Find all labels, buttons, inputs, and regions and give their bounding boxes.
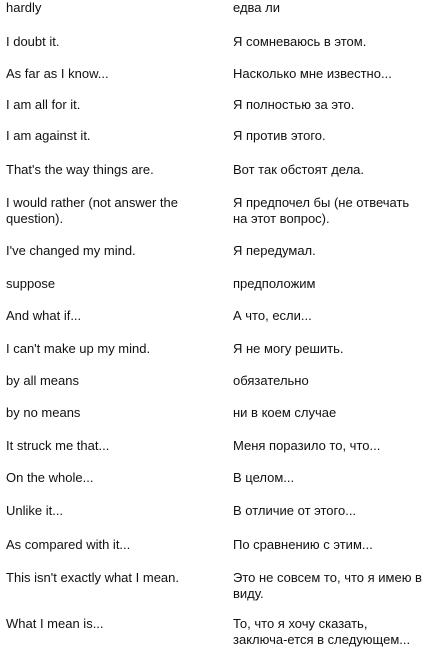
english-phrase: I am all for it.	[6, 97, 81, 112]
english-phrase: I've changed my mind.	[6, 243, 136, 258]
russian-translation: Это не совсем то, что я имею в виду.	[233, 570, 422, 601]
russian-translation: Насколько мне известно...	[233, 66, 392, 81]
russian-translation: Я не могу решить.	[233, 341, 344, 356]
russian-translation: ни в коем случае	[233, 405, 337, 420]
english-phrase: by all means	[6, 373, 79, 388]
russian-translation: Я передумал.	[233, 243, 316, 258]
russian-translation: едва ли	[233, 0, 280, 15]
russian-translation: А что, если...	[233, 308, 312, 323]
english-phrase: by no means	[6, 405, 81, 420]
russian-translation: обязательно	[233, 373, 309, 388]
russian-translation: Меня поразило то, что...	[233, 438, 381, 453]
russian-translation: В целом...	[233, 470, 295, 485]
english-phrase: It struck me that...	[6, 438, 110, 453]
english-phrase: As far as I know...	[6, 66, 109, 81]
english-phrase: What I mean is...	[6, 616, 104, 631]
english-phrase: This isn't exactly what I mean.	[6, 570, 179, 585]
english-phrase: I can't make up my mind.	[6, 341, 151, 356]
russian-translation: Я полностью за это.	[233, 97, 355, 112]
english-phrase: hardly	[6, 0, 42, 15]
russian-translation: Я сомневаюсь в этом.	[233, 34, 367, 49]
english-phrase: And what if...	[6, 308, 82, 323]
russian-translation: предположим	[233, 276, 316, 291]
english-phrase: That's the way things are.	[6, 162, 154, 177]
russian-translation: В отличие от этого...	[233, 503, 357, 518]
english-phrase: Unlike it...	[6, 503, 64, 518]
english-phrase: On the whole...	[6, 470, 94, 485]
russian-translation: То, что я хочу сказать, заключа-ется в следующем...	[233, 616, 411, 647]
english-phrase: I am against it.	[6, 128, 91, 143]
english-phrase: I would rather (not answer the question).	[6, 195, 178, 226]
russian-translation: Я предпочел бы (не отвечать на этот вопрос).	[233, 195, 410, 226]
english-phrase: suppose	[6, 276, 56, 291]
russian-translation: Я против этого.	[233, 128, 326, 143]
english-phrase: As compared with it...	[6, 537, 131, 552]
russian-translation: Вот так обстоят дела.	[233, 162, 365, 177]
english-phrase: I doubt it.	[6, 34, 60, 49]
russian-translation: По сравнению с этим...	[233, 537, 373, 552]
